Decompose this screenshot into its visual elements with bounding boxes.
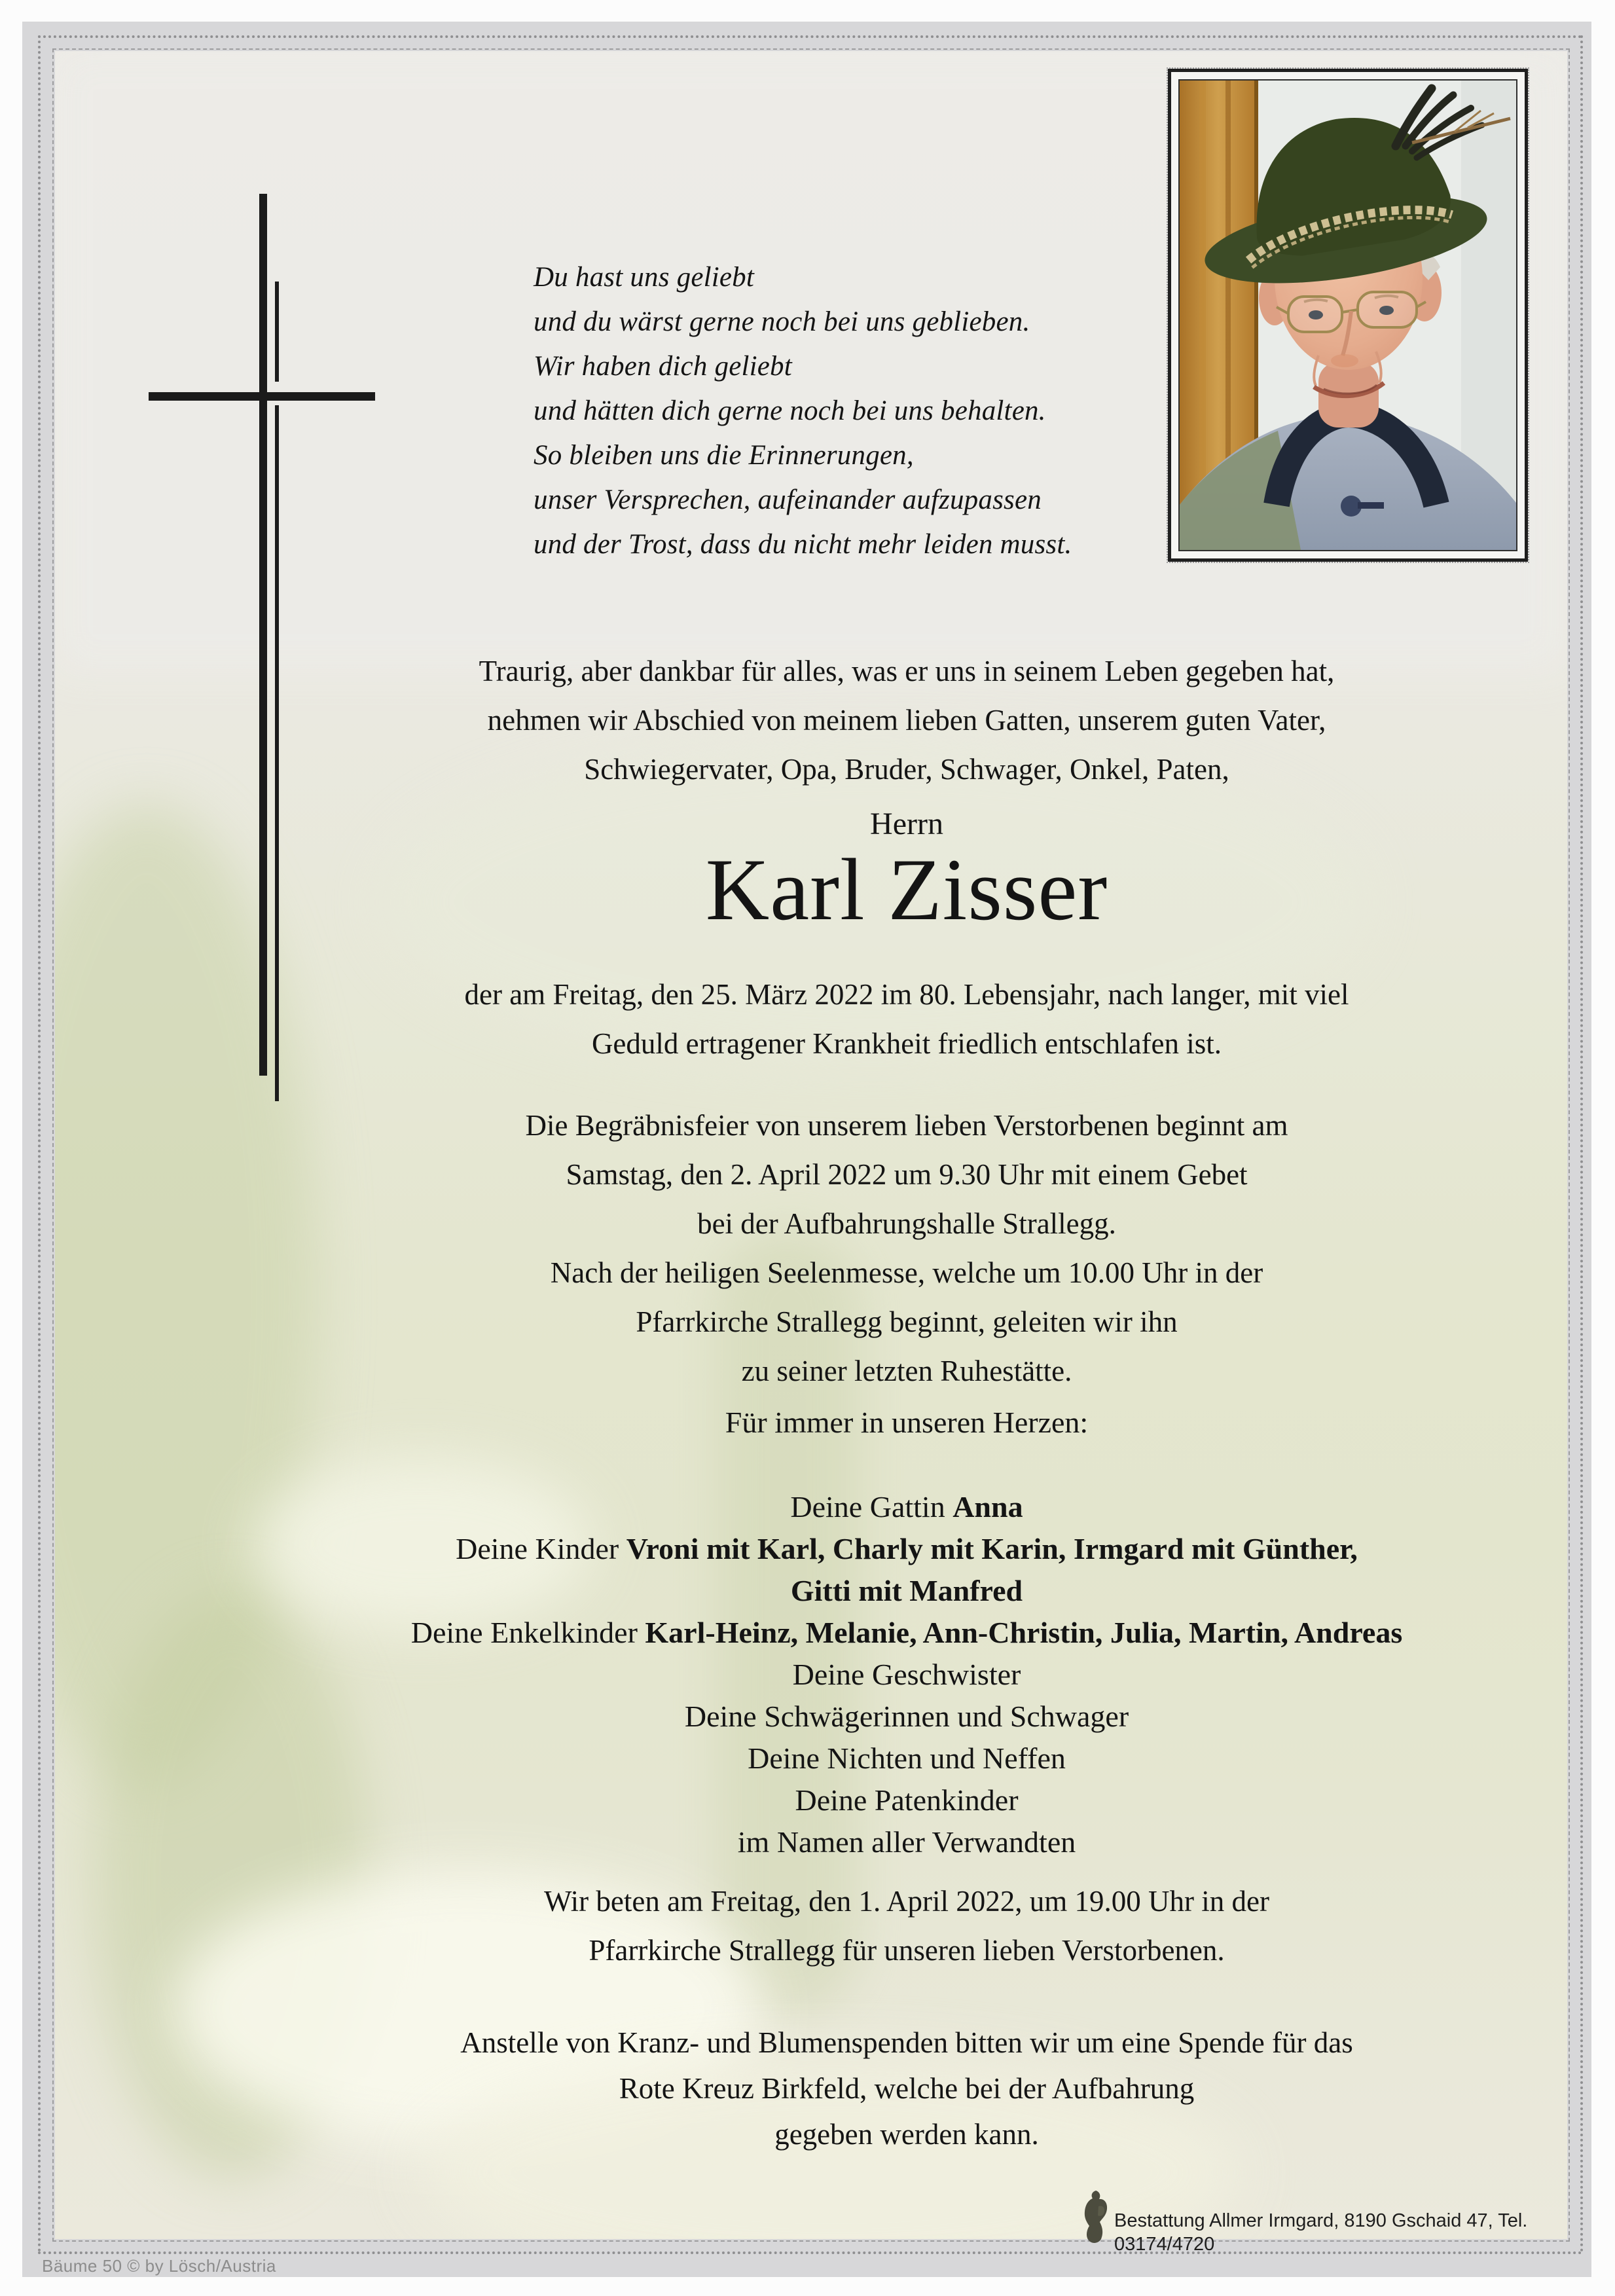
poem-line: So bleiben uns die Erinnerungen,	[534, 440, 914, 471]
mourner-names: Gitti mit Manfred	[790, 1574, 1023, 1607]
mourners-list	[223, 1486, 1591, 1863]
mourner-line	[223, 1821, 1591, 1863]
death-notice-line: der am Freitag, den 25. März 2022 im 80. Lebensjahr, nach langer, mit viel	[464, 978, 1349, 1011]
funeral-line: bei der Aufbahrungshalle Strallegg.	[697, 1207, 1116, 1240]
cross-horizontal-bar	[149, 392, 375, 401]
mourner-line	[223, 1570, 1591, 1612]
portrait-photo	[1167, 67, 1529, 563]
mourner-relation: im Namen aller Verwandten	[737, 1825, 1076, 1859]
funeral-line: Die Begräbnisfeier von unserem lieben Verstorbenen beginnt am	[525, 1109, 1288, 1142]
photo-frame	[1168, 69, 1528, 562]
hearts-line: Für immer in unseren Herzen:	[725, 1406, 1089, 1439]
funeral-line: Samstag, den 2. April 2022 um 9.30 Uhr mit einem Gebet	[566, 1158, 1248, 1191]
mourner-names: Vroni mit Karl, Charly mit Karin, Irmgard mit Günther,	[626, 1532, 1358, 1565]
donation-line: gegeben werden kann.	[774, 2118, 1039, 2151]
elderly-man-with-tyrolean-hat-illustration	[1180, 81, 1516, 550]
intro-line: Traurig, aber dankbar für alles, was er uns in seinem Leben gegeben hat,	[479, 655, 1335, 687]
funeral-line: Nach der heiligen Seelenmesse, welche um 10.00 Uhr in der	[550, 1256, 1263, 1289]
poem-line: unser Versprechen, aufeinander aufzupassen	[534, 484, 1042, 515]
angel-logo-icon	[1083, 2189, 1109, 2244]
poem-line: und hätten dich gerne noch bei uns behalten.	[534, 395, 1046, 426]
intro-line: Schwiegervater, Opa, Bruder, Schwager, Onkel, Paten,	[584, 753, 1229, 786]
mourner-line	[223, 1779, 1591, 1821]
mourner-relation: Deine Patenkinder	[795, 1783, 1019, 1817]
intro-paragraph	[223, 647, 1591, 794]
mourner-line	[223, 1654, 1591, 1696]
prayer-notice	[223, 1877, 1591, 1975]
death-notice	[223, 970, 1591, 1068]
honorific: Herrn	[870, 807, 943, 841]
donation-line: Anstelle von Kranz- und Blumenspenden bitten wir um eine Spende für das	[460, 2026, 1353, 2059]
mourner-relation: Deine Kinder	[456, 1532, 626, 1565]
poem-line: Du hast uns geliebt	[534, 262, 755, 293]
deceased-name: Karl Zisser	[705, 841, 1108, 939]
mourner-line	[223, 1612, 1591, 1654]
mourner-relation: Deine Gattin	[790, 1490, 953, 1523]
funeral-line: zu seiner letzten Ruhestätte.	[741, 1355, 1072, 1387]
mourner-line	[223, 1696, 1591, 1738]
mourner-relation: Deine Enkelkinder	[410, 1616, 645, 1649]
donation-notice	[223, 2020, 1591, 2157]
poem-line: und du wärst gerne noch bei uns geblieben.	[534, 306, 1030, 337]
funeral-details	[223, 1101, 1591, 1396]
poem-line: und der Trost, dass du nicht mehr leiden musst.	[534, 529, 1072, 560]
funeral-home-info: Bestattung Allmer Irmgard, 8190 Gschaid 47, Tel. 03174/4720	[1114, 2210, 1528, 2255]
poem-line: Wir haben dich geliebt	[534, 351, 792, 382]
donation-line: Rote Kreuz Birkfeld, welche bei der Aufbahrung	[619, 2072, 1195, 2105]
mourner-line	[223, 1528, 1591, 1570]
poem	[534, 255, 1188, 567]
mourner-names: Karl-Heinz, Melanie, Ann-Christin, Julia, Martin, Andreas	[645, 1616, 1403, 1649]
cross-vertical-bar	[259, 194, 267, 1076]
mourner-relation: Deine Schwägerinnen und Schwager	[684, 1700, 1129, 1733]
death-notice-line: Geduld ertragener Krankheit friedlich entschlafen ist.	[591, 1027, 1222, 1060]
intro-line: nehmen wir Abschied von meinem lieben Gatten, unserem guten Vater,	[487, 704, 1326, 737]
artwork-credit: Bäume 50 © by Lösch/Austria	[42, 2256, 276, 2276]
photo-image	[1178, 79, 1517, 551]
mourner-relation: Deine Nichten und Neffen	[748, 1741, 1066, 1775]
mourner-line	[223, 1738, 1591, 1779]
mourner-line	[223, 1486, 1591, 1528]
prayer-line: Wir beten am Freitag, den 1. April 2022, um 19.00 Uhr in der	[544, 1885, 1269, 1918]
funeral-line: Pfarrkirche Strallegg beginnt, geleiten wir ihn	[636, 1305, 1178, 1338]
mourner-names: Anna	[953, 1490, 1023, 1523]
cross-thin-line-upper	[275, 282, 279, 382]
mourner-relation: Deine Geschwister	[792, 1658, 1021, 1691]
prayer-line: Pfarrkirche Strallegg für unseren lieben Verstorbenen.	[589, 1934, 1225, 1967]
